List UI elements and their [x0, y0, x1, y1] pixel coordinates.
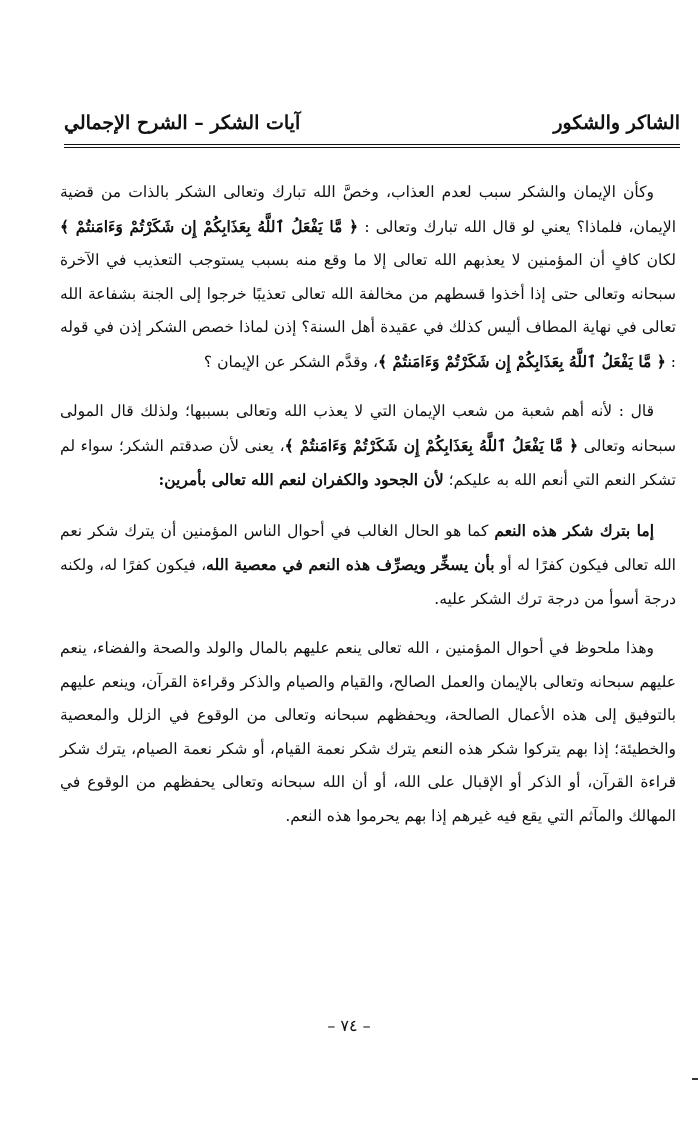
- header-rule: [64, 144, 680, 145]
- emphasis-run: ﴿ مَّا يَفْعَلُ ٱللَّهُ بِعَذَابِكُمْ إِن شَكَرْتُمْ وَءَامَنتُمْ ﴾: [377, 351, 666, 371]
- running-header: [64, 112, 680, 142]
- paragraph-1: [60, 176, 676, 379]
- text-run: وهذا ملحوظ في أحوال المؤمنين ، الله تعالى ينعم عليهم بالمال والولد والصحة والفضاء، ينعم عليهم سبحانه وتعالى بالإيمان والعمل الصالح، والقيام والصيام والذكر وقراءة القرآن، وينعم عليهم بالتوفيق إلى هذه الأعمال الصالحة، ويحفظهم سبحانه وتعالى من الوقوع في الزلل والمعصية والخطيئة؛ إذا بهم يتركوا شكر هذه النعم يترك شكر نعمة القيام، أو شكر نعمة الصيام، يترك شكر قراءة القرآن، أو الذكر أو الإقبال على الله، أو أن الله سبحانه وتعالى يحفظهم من الوقوع في المهالك والمآثم التي يقع فيه غيرهم إذا بهم يحرموا هذه النعم.: [60, 639, 676, 825]
- text-run: وكأن الإيمان والشكر سبب لعدم العذاب، وخصَّ الله تبارك وتعالى الشكر بالذات من قضية الإيمان، فلماذا؟ يعني لو قال الله تبارك وتعالى :: [60, 183, 676, 236]
- emphasis-run: لأن الجحود والكفران لنعم الله تعالى بأمرين:: [158, 470, 444, 489]
- text-run: ، يعنى لأن صدقتم الشكر؛ سواء لم تشكر النعم التي أنعم الله به عليكم؛: [60, 436, 676, 489]
- section-title: آيات الشكر – الشرح الإجمالي: [64, 112, 301, 134]
- body-text: [60, 176, 676, 849]
- emphasis-run: إما بترك شكر هذه النعم: [494, 520, 654, 540]
- text-run: ، فيكون كفرًا له، ولكنه درجة أسوأ من درجة ترك الشكر عليه.: [60, 556, 676, 608]
- book-title: الشاكر والشكور: [553, 112, 680, 134]
- text-run: قال : لأنه أهم شعبة من شعب الإيمان التي لا يعذب الله وتعالى بسببها؛ ولذلك قال المولى سبحانه وتعالى: [60, 402, 677, 455]
- emphasis-run: ﴿ مَّا يَفْعَلُ ٱللَّهُ بِعَذَابِكُمْ إِن شَكَرْتُمْ وَءَامَنتُمْ ﴾: [60, 216, 359, 236]
- paragraph-4: [60, 632, 676, 833]
- text-run: ، وقدَّم الشكر عن الإيمان ؟: [203, 352, 378, 371]
- scan-edge-mark: [692, 1078, 698, 1080]
- emphasis-run: بأن يسخِّر ويصرِّف هذه النعم في معصية الله: [206, 555, 495, 574]
- header-rule-secondary: [64, 147, 680, 148]
- page-number: – ٧٤ –: [327, 1016, 371, 1035]
- emphasis-run: ﴿ مَّا يَفْعَلُ ٱللَّهُ بِعَذَابِكُمْ إِن شَكَرْتُمْ وَءَامَنتُمْ ﴾: [284, 435, 579, 455]
- paragraph-3: [60, 514, 676, 617]
- text-run: لكان كافٍ أن المؤمنين لا يعذبهم الله تعالى إلا ما وقع منه بسبب يستوجب التعذيب في الآخرة سبحانه وتعالى حتى إذا أخذوا قسطهم من مخالفة الله تعالى تعذيبًا خرجوا إلى الجنة بشفاعة الله تعالى في نهاية المطاف أليس كذلك في عقيدة أهل السنة؟ إذن لماذا خصص الشكر إذن في قوله :: [60, 251, 676, 371]
- text-run: كما هو الحال الغالب في أحوال الناس المؤمنين أن يترك شكر نعم الله تعالى فيكون كفرًا له أو: [60, 521, 676, 574]
- paragraph-2: [60, 395, 676, 498]
